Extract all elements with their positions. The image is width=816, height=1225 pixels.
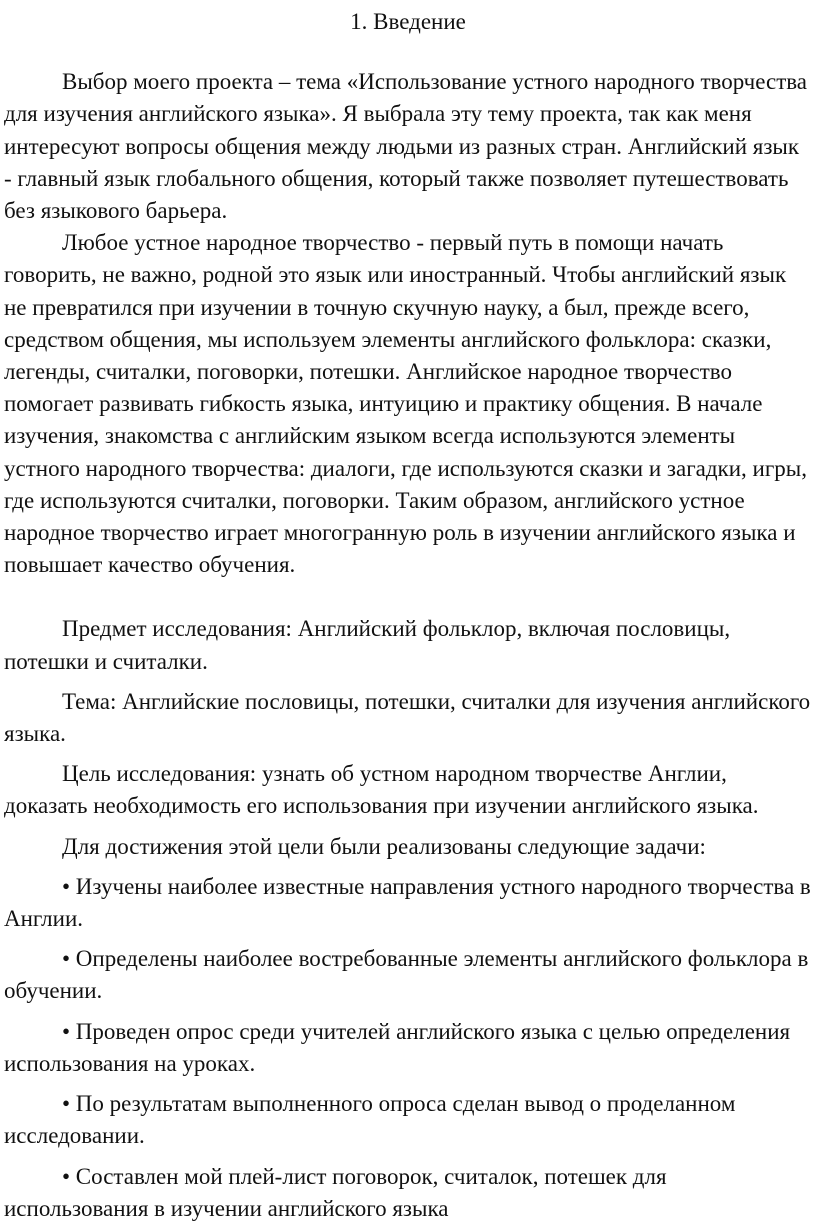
task-item: • Составлен мой плей-лист поговорок, считалок, потешек для использования в изучении английского языка	[4, 1163, 667, 1221]
spacer	[4, 38, 812, 66]
intro-section	[4, 66, 812, 581]
task-item: • Проведен опрос среди учителей английского языка с целью определения использования на уроках.	[4, 1018, 791, 1076]
research-subject: Предмет исследования: Английский фольклор, включая пословицы, потешки и считалки.	[4, 616, 731, 674]
task-item: • По результатам выполненного опроса сделан вывод о проделанном исследовании.	[4, 1091, 736, 1149]
tasks-list	[4, 871, 812, 1225]
research-section	[4, 613, 812, 862]
task-item: • Определены наиболее востребованные элементы английского фольклора в обучении.	[4, 946, 809, 1004]
spacer	[4, 581, 812, 613]
research-tasks-intro: Для достижения этой цели были реализованы следующие задачи:	[62, 833, 706, 859]
research-topic: Тема: Английские пословицы, потешки, считалки для изучения английского языка.	[4, 688, 811, 747]
section-heading: 1. Введение	[350, 9, 466, 34]
research-goal: Цель исследования: узнать об устном народном творчестве Англии, доказать необходимость его использования при изучении английского языка.	[4, 761, 759, 819]
task-item: • Изучены наиболее известные направления устного народного творчества в Англии.	[4, 873, 811, 932]
document-page	[4, 0, 812, 1225]
intro-paragraph-folklore-role: Любое устное народное творчество - первый путь в помощи начать говорить, не важно, родной это язык или иностранный. Чтобы английский язык не превратился при изучении в точную скучную науку, а был, прежде всего, средством общения, мы используем элементы английского фольклора: сказки, легенды, считалки, поговорки, потешки. Английское народное творчество помогает развивать гибкость языка, интуицию и практику общения. В начале изучения, знакомства с английским языком всегда используются элементы устного народного творчества: диалоги, где используются сказки и загадки, игры, где используются считалки, поговорки. Таким образом, английского устное народное творчество играет многогранную роль в изучении английского языка и повышает качество обучения.	[4, 230, 807, 578]
intro-paragraph-topic-choice: Выбор моего проекта – тема «Использование устного народного творчества для изучения английского языка». Я выбрала эту тему проекта, так как меня интересуют вопросы общения между людьми из разных стран. Английский язык - главный язык глобального общения, который также позволяет путешествовать без языкового барьера.	[4, 69, 808, 224]
